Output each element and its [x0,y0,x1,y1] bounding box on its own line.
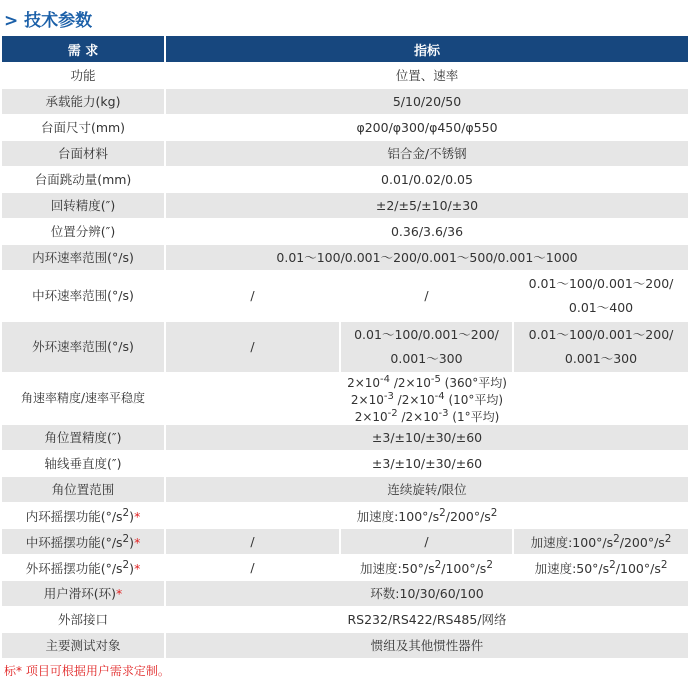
table-row [2,529,688,555]
table-row [2,633,688,659]
row-value: RS232/RS422/RS485/网络 [165,607,688,633]
table-row [2,63,688,89]
table-row [2,115,688,141]
row-label: 回转精度(″) [2,193,165,219]
table-row [2,141,688,167]
row-value: 0.01/0.02/0.05 [165,167,688,193]
table-row [2,219,688,245]
row-value-col2 [340,322,513,373]
row-label: 外环摇摆功能$(^\circ/s^2)*$ [2,555,165,581]
row-value: 环数:10/30/60/100 [165,581,688,607]
row-value-col3: 加速度$:100^\circ/s^2/200^\circ/s^2$ [513,529,688,555]
row-value: 0.01～100/0.001～200/0.001～500/0.001～1000 [165,245,688,271]
row-value-col2: / [340,271,513,322]
table-row [2,322,688,373]
table-row [2,425,688,451]
custom-star: * [134,509,141,525]
value-line: $2\times 10^{-4}$ $/2\times 10^{-5}$ (360°平均) [347,374,507,390]
row-label: 功能 [2,63,165,89]
value-line: 0.01～100/0.001～200/ [528,276,674,291]
table-row [2,245,688,271]
row-value: 5/10/20/50 [165,89,688,115]
table-row [2,89,688,115]
row-value: 位置、速率 [165,63,688,89]
value-line: 0.001～300 [390,351,463,366]
row-label: 主要测试对象 [2,633,165,659]
row-value-col1: / [165,555,340,581]
row-label: 台面材料 [2,141,165,167]
row-label: 外部接口 [2,607,165,633]
row-value: 加速度$:100^\circ/s^2/200^\circ/s^2$ [165,503,688,529]
value-line: $2\times 10^{-3}$ $/2\times 10^{-4}$ (10°平均) [350,391,504,407]
row-label: 位置分辨(″) [2,219,165,245]
row-value: 惯组及其他惯性器件 [165,633,688,659]
row-value-col3: 加速度$:50^\circ/s^2/100^\circ/s^2$ [513,555,688,581]
table-row [2,373,688,425]
row-label: 角位置精度(″) [2,425,165,451]
row-value: 0.36/3.6/36 [165,219,688,245]
header-indicator: 指标 [165,36,688,63]
section-title: > 技术参数 [4,11,93,31]
spec-table [2,36,688,658]
row-value: ±2/±5/±10/±30 [165,193,688,219]
value-line: 0.01～100/0.001～200/ [528,327,674,342]
row-label: 中环速率范围(°/s) [2,271,165,322]
row-value-col2: 加速度$:50^\circ/s^2/100^\circ/s^2$ [340,555,513,581]
row-value-col3 [513,322,688,373]
row-value: 连续旋转/限位 [165,477,688,503]
table-row [2,477,688,503]
custom-star: * [134,535,141,551]
row-value-col3 [513,271,688,322]
row-label: 轴线垂直度(″) [2,451,165,477]
table-row [2,581,688,607]
row-value-col1: / [165,529,340,555]
custom-star: * [116,585,123,601]
row-label: 台面尺寸(mm) [2,115,165,141]
table-row [2,451,688,477]
table-row [2,271,688,322]
row-label: 角速率精度/速率平稳度 [2,373,165,425]
table-header-row [2,36,688,63]
table-row [2,167,688,193]
row-label: 中环摇摆功能$(^\circ/s^2)*$ [2,529,165,555]
row-label: 内环摇摆功能$(^\circ/s^2)*$ [2,503,165,529]
value-line: 0.01～400 [568,300,634,315]
value-line: 0.001～300 [564,351,638,366]
custom-star: * [134,561,141,577]
row-label: 承载能力(kg) [2,89,165,115]
row-value: ±3/±10/±30/±60 [165,451,688,477]
row-value: 铝合金/不锈钢 [165,141,688,167]
header-requirement: 需 求 [2,36,165,63]
row-value [165,373,688,425]
footnote: 标* 项目可根据用户需求定制。 [4,664,170,678]
table-row [2,555,688,581]
table-row [2,607,688,633]
row-value-col1: / [165,322,340,373]
row-label: 用户滑环(环)* [2,581,165,607]
row-label: 角位置范围 [2,477,165,503]
table-row [2,193,688,219]
row-label: 内环速率范围(°/s) [2,245,165,271]
row-value-col2: / [340,529,513,555]
row-value-col1: / [165,271,340,322]
value-line: 0.01～100/0.001～200/ [354,327,499,342]
row-value: ±3/±10/±30/±60 [165,425,688,451]
table-row [2,503,688,529]
row-label: 外环速率范围(°/s) [2,322,165,373]
row-label: 台面跳动量(mm) [2,167,165,193]
row-value: φ200/φ300/φ450/φ550 [165,115,688,141]
value-line: $2\times 10^{-2}$ $/2\times 10^{-3}$ (1°平均) [354,408,500,424]
